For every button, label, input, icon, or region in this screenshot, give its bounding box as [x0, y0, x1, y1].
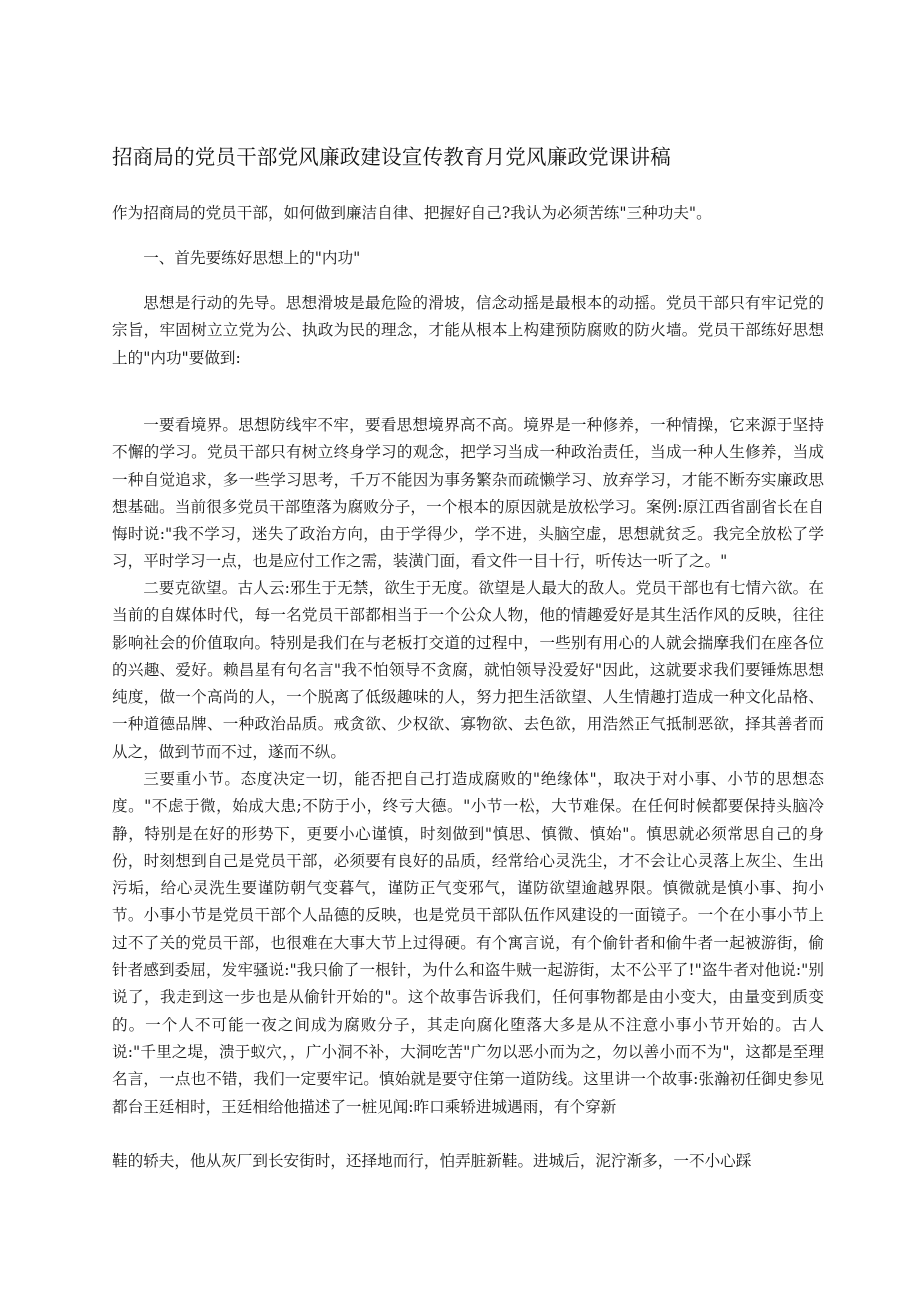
section-heading: 一、首先要练好思想上的"内功": [143, 249, 361, 267]
paragraph-3: 二要克欲望。古人云:邪生于无禁，欲生于无度。欲望是人最大的敌人。党员干部也有七情六欲。在当前的自媒体时代，每一名党员干部都相当于一个公众人物，他的情趣爱好是其生活作风的反映，往往影响社会的价值取向。特别是我们在与老板打交道的过程中，一些别有用心的人就会揣摩我们在座各位的兴趣、爱好。赖昌星有句名言"我不怕领导不贪腐，就怕领导没爱好"因此，这就要求我们要锤炼思想纯度，做一个高尚的人，一个脱离了低级趣味的人，努力把生活欲望、人生情趣打造成一种文化品格、一种道德品牌、一种政治品质。戒贪欲、少权欲、寡物欲、去色欲，用浩然正气抵制恶欲，择其善者而从之，做到节而不过，遂而不纵。: [112, 579, 824, 761]
page-title: 招商局的党员干部党风廉政建设宣传教育月党风廉政党课讲稿: [112, 145, 671, 169]
intro-paragraph: 作为招商局的党员干部，如何做到廉洁自律、把握好自己?我认为必须苦练"三种功夫"。: [112, 204, 712, 222]
paragraph-2: 一要看境界。思想防线牢不牢，要看思想境界高不高。境界是一种修养，一种情操，它来源于坚持不懈的学习。党员干部只有树立终身学习的观念，把学习当成一种政治责任，当成一种人生修养，当成一种自觉追求，多一些学习思考，千万不能因为事务繁杂而疏懒学习、放弃学习，才能不断夯实廉政思想基础。当前很多党员干部堕落为腐败分子，一个根本的原因就是放松学习。案例:原江西省副省长在自悔时说:"我不学习，迷失了政治方向，由于学得少，学不进，头脑空虚，思想就贫乏。我完全放松了学习，平时学习一点，也是应付工作之需，装潢门面，看文件一目十行，听传达一听了之。": [112, 416, 824, 571]
paragraph-1: 思想是行动的先导。思想滑坡是最危险的滑坡，信念动摇是最根本的动摇。党员干部只有牢记党的宗旨，牢固树立立党为公、执政为民的理念，才能从根本上构建预防腐败的防火墙。党员干部练好思想上的"内功"要做到:: [112, 294, 824, 367]
paragraph-4: 三要重小节。态度决定一切，能否把自己打造成腐败的"绝缘体"，取决于对小事、小节的思想态度。"不虑于微，始成大患;不防于小，终亏大德。"小节一松，大节难保。在任何时候都要保持头脑冷静，特别是在好的形势下，更要小心谨慎，时刻做到"慎思、慎微、慎始"。慎思就必须常思自己的身份，时刻想到自己是党员干部，必须要有良好的品质，经常给心灵洗尘，才不会让心灵落上灰尘、生出污垢，给心灵洗生要谨防朝气变暮气，谨防正气变邪气，谨防欲望逾越界限。慎微就是慎小事、拘小节。小事小节是党员干部个人品德的反映，也是党员干部队伍作风建设的一面镜子。一个在小事小节上过不了关的党员干部，也很难在大事大节上过得硬。有个寓言说，有个偷针者和偷牛者一起被游街，偷针者感到委屈，发牢骚说:"我只偷了一根针，为什么和盗牛贼一起游街，太不公平了!"盗牛者对他说:"别说了，我走到这一步也是从偷针开始的"。这个故事告诉我们，任何事物都是由小变大，由量变到质变的。一个人不可能一夜之间成为腐败分子，其走向腐化堕落大多是从不注意小事小节开始的。古人说:"千里之堤，溃于蚁穴，，广小洞不补，大洞吃苦"广勿以恶小而为之，勿以善小而不为"，这都是至理名言，一点也不错，我们一定要牢记。慎始就是要守住第一道防线。这里讲一个故事:张瀚初任御史参见都台王廷相时，王廷相给他描述了一桩见闻:昨口乘轿进城遇雨，有个穿新: [112, 770, 824, 1116]
continuation-paragraph: 鞋的轿夫，他从灰厂到长安街时，还择地而行，怕弄脏新鞋。进城后，泥泞渐多，一不小心踩: [112, 1152, 752, 1170]
